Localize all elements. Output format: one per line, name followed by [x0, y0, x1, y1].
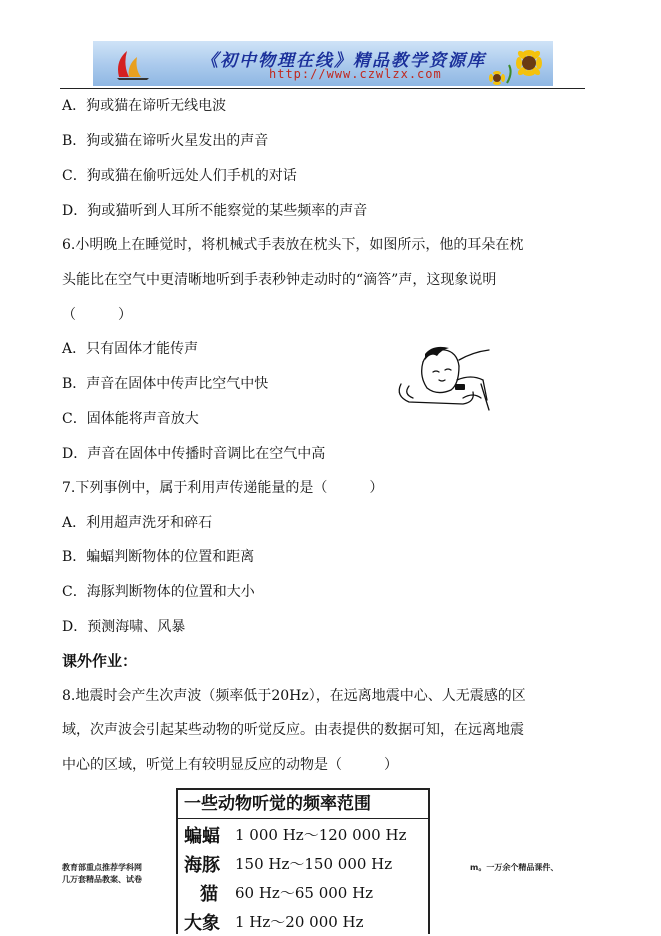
- sleeping-boy-illustration: [393, 340, 493, 412]
- q8-stem-line1: 8.地震时会产生次声波（频率低于20Hz），在远离地震中心、人无震感的区: [62, 688, 526, 704]
- hearing-range-table: [176, 788, 430, 934]
- q5-option-a: A．狗或猫在谛听无线电波: [62, 98, 227, 114]
- q7-stem: 7.下列事例中，属于利用声传递能量的是（ ）: [62, 480, 384, 496]
- header-rule: [60, 88, 585, 89]
- q6-answer-blank: （ ）: [62, 307, 132, 323]
- q6-option-a: A．只有固体才能传声: [62, 341, 199, 357]
- site-title: 《初中物理在线》精品教学资源库: [201, 51, 486, 71]
- q7-option-d: D．预测海啸、风暴: [62, 619, 186, 635]
- q6-stem-line1: 6.小明晚上在睡觉时，将机械式手表放在枕头下，如图所示，他的耳朵在枕: [62, 237, 524, 253]
- footer-left-line1: 教育部重点推荐学科网: [62, 863, 142, 872]
- q6-option-c: C．固体能将声音放大: [62, 411, 199, 427]
- q6-option-b: B．声音在固体中传声比空气中快: [62, 376, 269, 392]
- site-logo: [113, 47, 153, 81]
- q6-stem-line2: 头能比在空气中更清晰地听到手表秒钟走动时的“滴答”声，这现象说明: [62, 272, 497, 288]
- table-row: [178, 819, 428, 848]
- frequency-range: 150 Hz～150 000 Hz: [235, 855, 393, 873]
- animal-name: 海豚: [184, 855, 220, 876]
- footer-left-line2: 几万套精品教案、试卷: [62, 875, 142, 884]
- section-heading: 课外作业：: [62, 652, 138, 670]
- header-banner: [93, 41, 553, 86]
- animal-name: 猫: [200, 884, 218, 905]
- sunflower-image: [479, 43, 549, 85]
- frequency-range: 1 Hz～20 000 Hz: [235, 913, 364, 931]
- table-row: [178, 848, 428, 877]
- q7-option-c: C．海豚判断物体的位置和大小: [62, 584, 255, 600]
- q5-option-b: B．狗或猫在谛听火星发出的声音: [62, 133, 269, 149]
- q7-option-a: A．利用超声洗牙和碎石: [62, 515, 213, 531]
- q7-option-b: B．蝙蝠判断物体的位置和距离: [62, 549, 255, 565]
- table-row: [178, 906, 428, 935]
- frequency-range: 1 000 Hz～120 000 Hz: [235, 826, 407, 844]
- table-title: 一些动物听觉的频率范围: [178, 790, 428, 819]
- animal-name: 大象: [184, 913, 220, 934]
- frequency-range: 60 Hz～65 000 Hz: [235, 884, 374, 902]
- animal-name: 蝙蝠: [184, 826, 220, 847]
- footer-right: m。一万余个精品课件、: [470, 863, 559, 872]
- q5-option-d: D．狗或猫听到人耳所不能察觉的某些频率的声音: [62, 203, 368, 219]
- table-row: [178, 877, 428, 906]
- q8-stem-line2: 域，次声波会引起某些动物的听觉反应。由表提供的数据可知，在远离地震: [62, 722, 524, 738]
- q6-option-d: D．声音在固体中传播时音调比在空气中高: [62, 446, 326, 462]
- footer-left: [62, 862, 142, 886]
- q8-stem-line3: 中心的区域，听觉上有较明显反应的动物是（ ）: [62, 757, 398, 773]
- site-url[interactable]: http://www.czwlzx.com: [269, 67, 442, 81]
- q5-option-c: C．狗或猫在偷听远处人们手机的对话: [62, 168, 297, 184]
